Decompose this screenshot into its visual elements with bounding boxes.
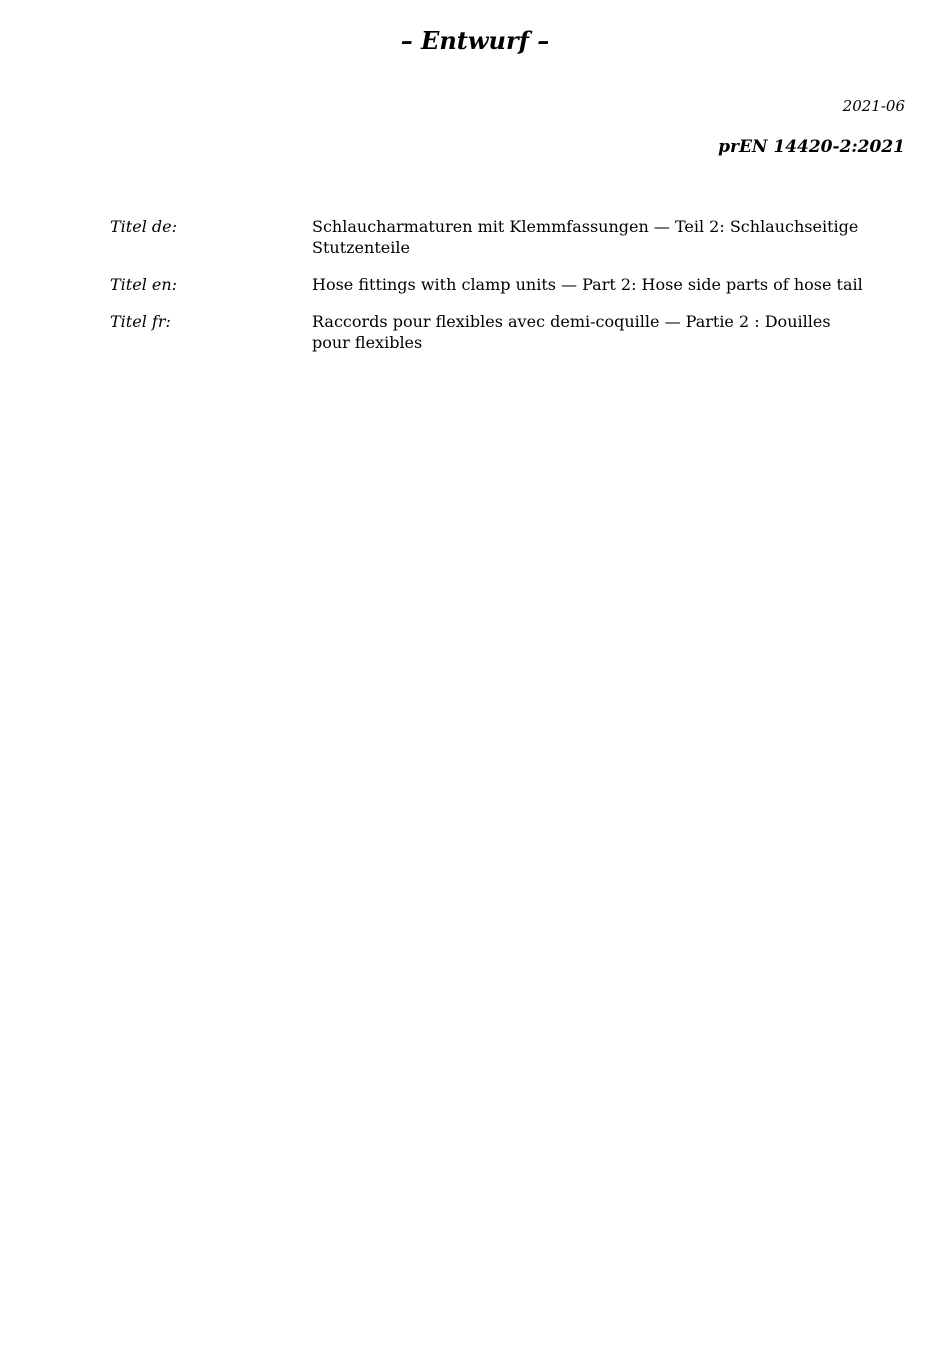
- title-label-en: Titel en:: [110, 275, 178, 294]
- document-number: prEN 14420-2:2021: [718, 137, 905, 157]
- title-text-de: Schlaucharmaturen mit Klemmfassungen — Teil 2: Schlauchseitige Stutzenteile: [312, 217, 859, 257]
- title-row-fr: [110, 311, 870, 353]
- title-row-en: [110, 274, 870, 295]
- title-row-de: [110, 216, 870, 258]
- document-date: 2021-06: [842, 97, 905, 115]
- title-text-fr: Raccords pour flexibles avec demi-coquille — Partie 2 : Douilles pour flexibles: [312, 312, 831, 352]
- title-label-de: Titel de:: [110, 217, 177, 236]
- title-label-fr: Titel fr:: [110, 312, 171, 331]
- title-text-en: Hose fittings with clamp units — Part 2: Hose side parts of hose tail: [312, 275, 863, 294]
- title-list: [110, 216, 870, 369]
- page-title: – Entwurf –: [400, 26, 550, 55]
